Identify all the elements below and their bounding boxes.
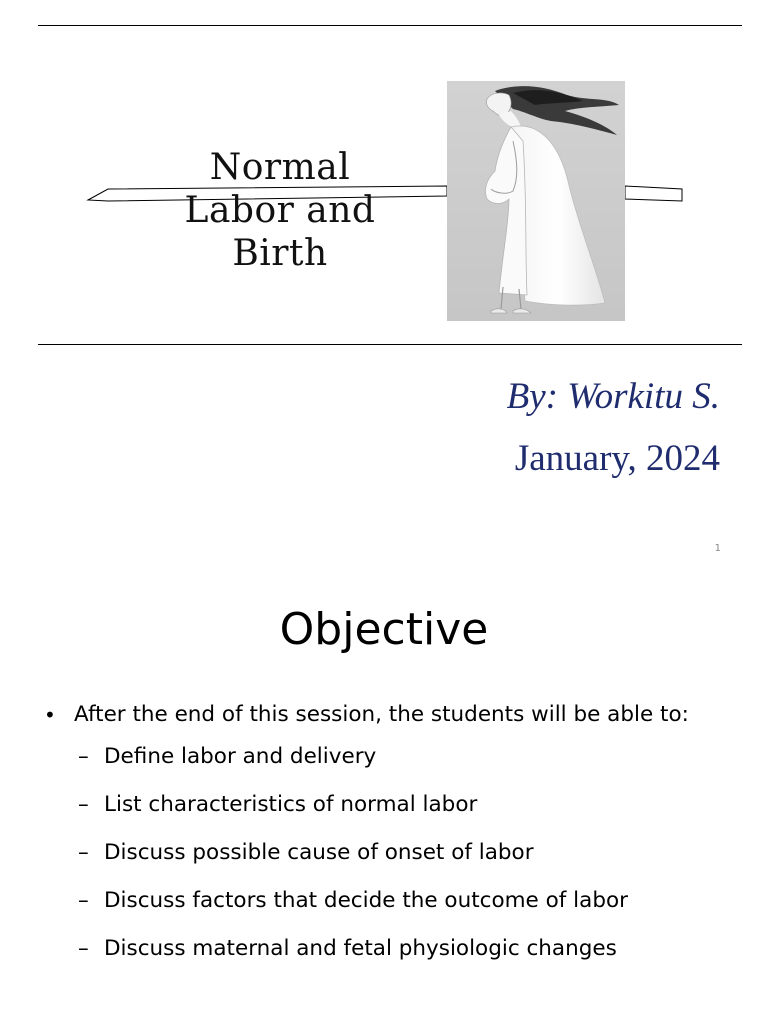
dash-icon: – <box>78 792 89 817</box>
list-item <box>78 840 732 866</box>
dash-icon: – <box>78 936 89 961</box>
title-graphic <box>0 0 768 360</box>
list-item <box>78 888 732 914</box>
list-item-text: List characteristics of normal labor <box>104 792 478 817</box>
list-item-text: Discuss possible cause of onset of labor <box>104 840 534 865</box>
intro-text: After the end of this session, the students will be able to: <box>74 702 689 727</box>
list-item-text: Discuss maternal and fetal physiologic changes <box>104 936 617 961</box>
bottom-divider <box>38 344 742 345</box>
list-item <box>78 936 732 962</box>
title-line-1: Normal <box>209 147 351 188</box>
slide-title <box>150 146 410 275</box>
title-line-2: Labor and <box>184 190 376 231</box>
list-item-text: Define labor and delivery <box>104 744 377 769</box>
title-line-3: Birth <box>232 233 328 274</box>
list-item <box>78 792 732 818</box>
pregnant-woman-image <box>447 81 625 321</box>
objective-list <box>42 694 732 962</box>
list-item <box>78 744 732 770</box>
dash-icon: – <box>78 888 89 913</box>
objective-heading: Objective <box>279 604 489 655</box>
author-block <box>507 373 720 483</box>
bullet-icon: • <box>44 703 56 727</box>
list-item-text: Discuss factors that decide the outcome of labor <box>104 888 628 913</box>
intro-bullet <box>42 694 732 736</box>
dash-icon: – <box>78 744 89 769</box>
dash-icon: – <box>78 840 89 865</box>
slide-number: 1 <box>714 543 721 554</box>
author-byline: By: Workitu S. <box>506 376 720 417</box>
presentation-date: January, 2024 <box>514 438 720 479</box>
